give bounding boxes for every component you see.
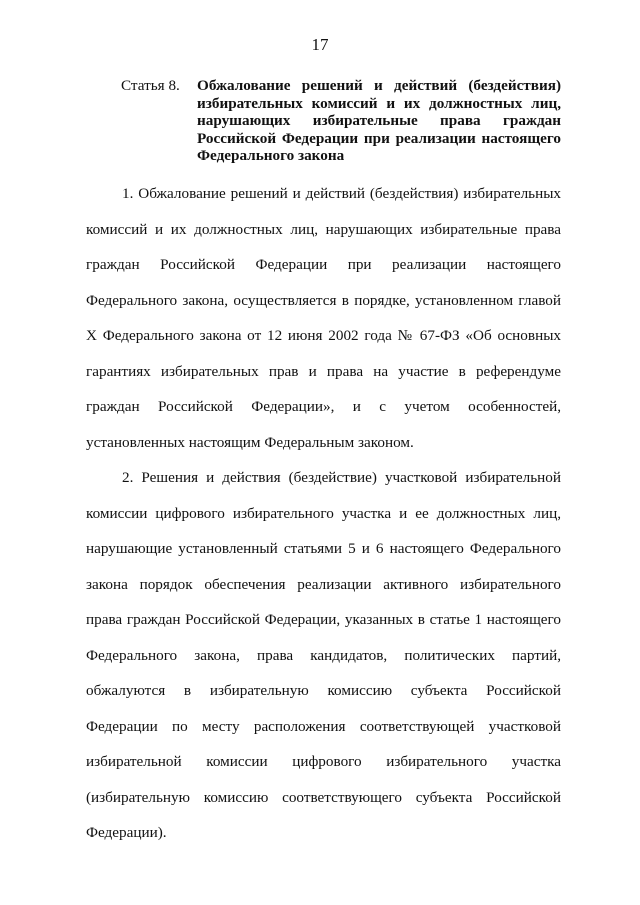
paragraph-2: 2. Решения и действия (бездействие) участковой избирательной комиссии цифрового избирательного участка и ее должностных лиц, нарушающие установленный статьями 5 и 6 настоящего Федерального закона порядок обеспечения реализации активного избирательного права граждан Российской Федерации, указанных в статье 1 настоящего Федерального закона, права кандидатов, политических партий, обжалуются в избирательную комиссию субъекта Российской Федерации по месту расположения соответствующей участковой избирательной комиссии цифрового избирательного участка (избирательную комиссию соответствующего субъекта Российской Федерации). <box>86 469 561 841</box>
article-body <box>86 176 561 851</box>
article-title: Обжалование решений и действий (бездействия) избирательных комиссий и их должностных лиц, нарушающих избирательные права граждан Российской Федерации при реализации настоящего Федерального закона <box>197 77 561 164</box>
article-label: Статья 8. <box>121 77 180 94</box>
article-heading <box>121 77 561 165</box>
paragraph-1: 1. Обжалование решений и действий (бездействия) избирательных комиссий и их должностных лиц, нарушающих избирательные права граждан Российской Федерации при реализации настоящего Федерального закона, осуществляется в порядке, установленном главой X Федерального закона от 12 июня 2002 года № 67-ФЗ «Об основных гарантиях избирательных прав и права на участие в референдуме граждан Российской Федерации», и с учетом особенностей, установленных настоящим Федеральным законом. <box>86 185 561 451</box>
page-number: 17 <box>311 35 329 54</box>
